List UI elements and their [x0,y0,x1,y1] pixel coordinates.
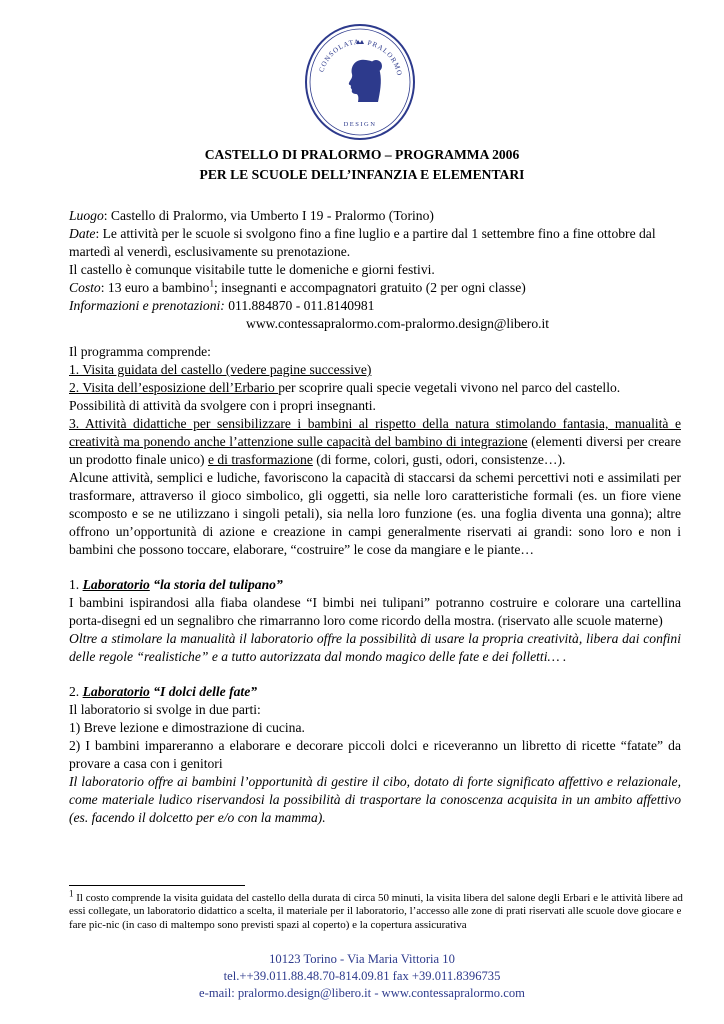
programma-item2-line2: Possibilità di attività da svolgere con i propri insegnanti. [69,398,376,413]
logo-text-bottom: DESIGN [343,121,377,128]
document-title-line1: CASTELLO DI PRALORMO – PROGRAMMA 2006 [204,147,520,162]
programma-item1 [69,361,681,379]
lab2-line2: 1) Breve lezione e dimostrazione di cucina. [69,720,305,735]
footnote-mark: 1 [69,888,74,899]
costo-value-b: ; insegnanti e accompagnatori gratuito (2 per ogni classe) [213,280,526,295]
footer-address: 10123 Torino - Via Maria Vittoria 10 [269,952,455,966]
programma-item3-description: Alcune attività, semplici e ludiche, favoriscono la capacità di staccarsi da schemi percettivi noti e assimilati per trasformare, attraverso il gioco simbolico, gli oggetti, sia nelle loro caratteristiche formali (es. un fiore viene scomposto e se ne utilizzano i singoli petali), sia nella loro funzione (es. una foglia diventa una gonna); altre offrono un’opportunità di azione e creazione in campi generalmente riservati ai grandi: sono loro e non i bambini che possono toccare, elaborare, “costruire” le cose da mangiare e le piante… [69,470,681,557]
programma-item2 [69,379,681,397]
lab1-name: “la storia del tulipano” [149,577,283,592]
programma-item3-title: 3. Attività didattiche per sensibilizzare i bambini al rispetto della natura stimolando fantasia, manualità e creatività ma ponendo anche l’attenzione sulle capacità del bambino di integrazione [69,416,681,449]
footnote-ref: 1 [209,278,214,289]
costo-label: Costo [69,280,101,295]
programma-item2-rest: per scoprire quali specie vegetali vivono nel parco del castello. [278,380,621,395]
lab2-italic [69,773,681,827]
info-phone: 011.884870 - 011.8140981 [224,298,375,313]
lab2-italic-text: Il laboratorio offre ai bambini l’opportunità di gestire il cibo, dotato di forte significato affettivo e relazionale, come materiale ludico riservandosi la possibilità di trasportare la conoscenza acquisita in un ambito affettivo (es. facendo il dolcetto per e/o con la mamma). [69,774,681,825]
footnote [69,888,683,932]
logo-seal-icon [300,22,420,142]
luogo-value: : Castello di Pralormo, via Umberto I 19 - Pralormo (Torino) [103,208,434,223]
footer-contacts: e-mail: pralormo.design@libero.it - www.contessapralormo.com [199,986,525,1000]
document-title-line2: PER LE SCUOLE DELL’INFANZIA E ELEMENTARI [199,167,525,182]
document-body [69,207,681,827]
luogo-label: Luogo [69,208,104,223]
luogo-line [69,207,681,225]
lab2-number: 2. [69,684,83,699]
lab1-italic [69,630,681,666]
lab1-number: 1. [69,577,83,592]
costo-value-a: : 13 euro a bambino [100,280,210,295]
programma-item3-text1: (elementi diversi per creare un prodotto finale unico) [69,434,682,467]
footnote-separator [69,885,245,886]
programma-item3-text2: (di forme, colori, gusti, odori, consistenze…). [312,452,566,467]
programma-item1-text: 1. Visita guidata del castello (vedere pagine successive) [69,362,372,377]
programma-intro: Il programma comprende: [69,344,211,359]
info-line [69,297,681,315]
lab1-italic-text: Oltre a stimolare la manualità il laboratorio offre la possibilità di usare la propria creatività, libera dai confini delle regole “realistiche” e a tutto autorizzata dal mondo magico delle fate e dei folletti… . [69,631,681,664]
consolata-pralormo-logo [300,22,420,142]
lab1-label: Laboratorio [82,577,150,592]
programma-item3-title2: e di trasformazione [207,452,313,467]
lab1-heading [69,576,681,594]
date-line [69,225,681,261]
logo-text-top: CONSOLATA [317,37,361,74]
programma-item3 [69,415,681,469]
web-line: www.contessapralormo.com-pralormo.design@libero.it [246,316,550,331]
info-label: Informazioni e prenotazioni: [69,298,225,313]
date-label: Date [69,226,96,241]
lab2-line1: Il laboratorio si svolge in due parti: [69,702,261,717]
logo-text-right: PRALORMO [366,38,404,77]
programma-item2-title: 2. Visita dell’esposizione dell’Erbario [69,380,279,395]
footer-phone: tel.++39.011.88.48.70-814.09.81 fax +39.011.8396735 [223,969,501,983]
footnote-text: Il costo comprende la visita guidata del castello della durata di circa 50 minuti, la visita libera del salone degli Erbari e le attività libere ad essi collegate, un laboratorio didattico a scelta, il materiale per il laboratorio, l’accesso alle zone di prati riservati alle scuole dove giocare e fare pic-nic (in caso di maltempo sono previsti spazi al coperto) e la copertura assicurativa [69,892,683,931]
date-value: : Le attività per le scuole si svolgono fino a fine luglio e a partire dal 1 settembre fino a fine ottobre dal martedì al venerdì, esclusivamente su prenotazione. [69,226,656,259]
costo-line [69,279,681,297]
lab2-line3: 2) I bambini impareranno a elaborare e decorare piccoli dolci e riceveranno un libretto di ricette “fatate” da provare a casa con i genitori [69,738,681,771]
lab2-name: “I dolci delle fate” [149,684,258,699]
lab1-text: I bambini ispirandosi alla fiaba olandese “I bimbi nei tulipani” potranno costruire e colorare una cartellina porta-disegni ed un segnalibro che rimarranno loro come ricordo della mostra. (riservato alle scuole materne) [69,595,681,628]
lab2-heading [69,683,681,701]
visit-line: Il castello è comunque visitabile tutte le domeniche e giorni festivi. [69,262,435,277]
lab2-label: Laboratorio [82,684,150,699]
